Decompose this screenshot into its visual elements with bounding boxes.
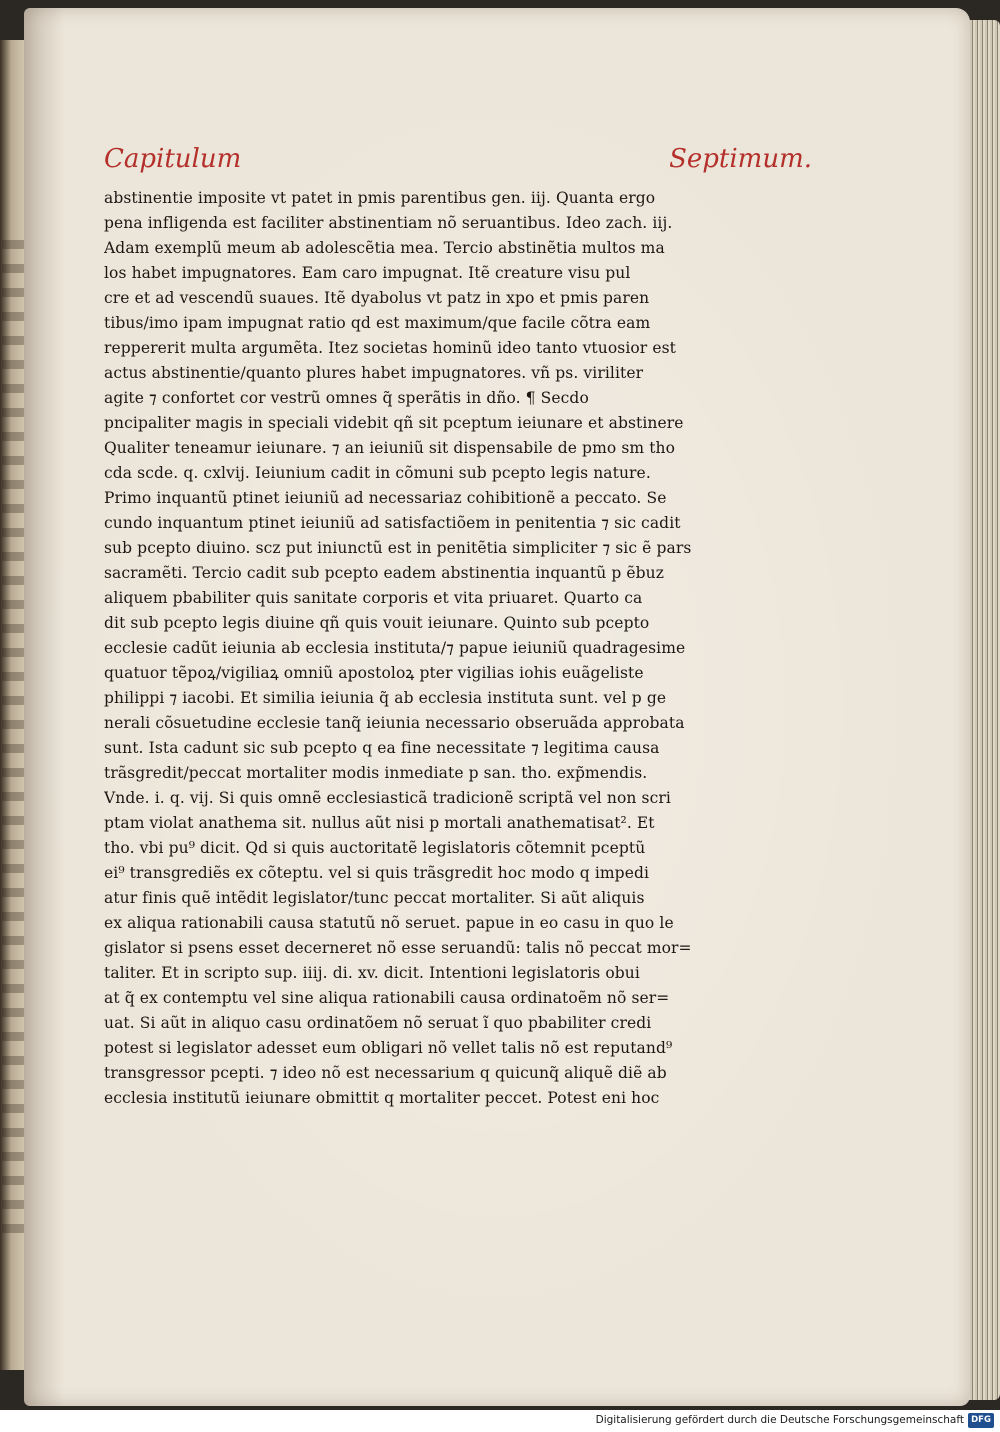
text-line: ecclesie cadũt ieiunia ab ecclesia instituta/⁊ papue ieiuniũ quadragesime [104, 639, 686, 657]
text-line: gislator si psens esset decerneret nõ esse seruandũ: talis nõ peccat mor= [104, 939, 692, 957]
text-line: agite ⁊ confortet cor vestrũ omnes q̃ sperãtis in dño. ¶ Secdo [104, 389, 589, 407]
text-line: ex aliqua rationabili causa statutũ nõ seruet. papue in eo casu in quo le [104, 914, 674, 932]
text-line: reppererit multa argumẽta. Itez societas hominũ ideo tanto vtuosior est [104, 339, 677, 357]
text-line: los habet impugnatores. Eam caro impugnat. Itẽ creature visu pul [104, 264, 631, 282]
text-line: nerali cõsuetudine ecclesie tanq̃ ieiunia necessario obseruãda approbata [104, 714, 685, 732]
text-line: quatuor tẽpoꝝ/vigiliaꝝ omniũ apostoloꝝ pter vigilias iohis euãgeliste [104, 664, 644, 682]
text-line: ptam violat anathema sit. nullus aũt nisi p mortali anathematisat². Et [104, 814, 655, 832]
text-line: cundo inquantum ptinet ieiuniũ ad satisfactiõem in penitentia ⁊ sic cadit [104, 514, 681, 532]
text-line: sacramẽti. Tercio cadit sub pcepto eadem abstinentia inquantũ p ẽbuz [104, 564, 665, 582]
head-right-text: Septimum. [669, 144, 812, 174]
text-line: actus abstinentie/quanto plures habet impugnatores. vñ ps. viriliter [104, 364, 644, 382]
text-line: cda scde. q. cxlvij. Ieiunium cadit in cõmuni sub pcepto legis nature. [104, 464, 651, 482]
text-line: cre et ad vescendũ suaues. Itẽ dyabolus vt patz in xpo et pmis paren [104, 289, 650, 307]
text-line: dit sub pcepto legis diuine qñ quis vouit ieiunare. Quinto sub pcepto [104, 614, 650, 632]
text-line: Adam exemplũ meum ab adolescẽtia mea. Tercio abstinẽtia multos ma [104, 239, 665, 257]
dfg-logo: DFG [968, 1413, 994, 1428]
running-head-left [104, 144, 241, 174]
text-line: philippi ⁊ iacobi. Et similia ieiunia q̃ ab ecclesia instituta sunt. vel p ge [104, 689, 667, 707]
text-line: ei⁹ transgrediẽs ex cõteptu. vel si quis trãsgredit hoc modo q impedi [104, 864, 650, 882]
text-block [104, 186, 784, 1111]
text-line: tibus/imo ipam impugnat ratio qd est maximum/que facile cõtra eam [104, 314, 651, 332]
text-line: aliquem pbabiliter quis sanitate corporis et vita priuaret. Quarto ca [104, 589, 643, 607]
text-line: Primo inquantũ ptinet ieiuniũ ad necessariaz cohibitionẽ a peccato. Se [104, 489, 667, 507]
text-line: tho. vbi pu⁹ dicit. Qd si quis auctoritatẽ legislatoris cõtemnit pceptũ [104, 839, 646, 857]
text-line: trãsgredit/peccat mortaliter modis inmediate p san. tho. exp̃mendis. [104, 764, 648, 782]
book-page [24, 8, 970, 1406]
text-line: taliter. Et in scripto sup. iiij. di. xv. dicit. Intentioni legislatoris obui [104, 964, 640, 982]
text-line: Qualiter teneamur ieiunare. ⁊ an ieiuniũ sit dispensabile de pmo sm tho [104, 439, 676, 457]
running-head-right [669, 144, 812, 174]
text-line: at q̃ ex contemptu vel sine aliqua rationabili causa ordinatoẽm nõ ser= [104, 989, 670, 1007]
text-line: uat. Si aũt in aliquo casu ordinatõem nõ seruat ĩ quo pbabiliter credi [104, 1014, 652, 1032]
funding-credit: Digitalisierung gefördert durch die Deutsche Forschungsgemeinschaft [595, 1414, 964, 1426]
text-line: sub pcepto diuino. scz put iniunctũ est in penitẽtia simpliciter ⁊ sic ẽ pars [104, 539, 692, 557]
text-line: transgressor pcepti. ⁊ ideo nõ est necessarium q quicunq̃ aliquẽ diẽ ab [104, 1064, 667, 1082]
text-line: sunt. Ista cadunt sic sub pcepto q ea fine necessitate ⁊ legitima causa [104, 739, 660, 757]
text-line: pncipaliter magis in speciali videbit qñ sit pceptum ieiunare et abstinere [104, 414, 684, 432]
text-line: atur finis quẽ intẽdit legislator/tunc peccat mortaliter. Si aũt aliquis [104, 889, 645, 907]
text-line: abstinentie imposite vt patet in pmis parentibus gen. iij. Quanta ergo [104, 189, 656, 207]
running-head [104, 138, 812, 178]
footer-bar [0, 1410, 1000, 1432]
left-page-text-fragment [2, 240, 26, 1240]
text-line: potest si legislator adesset eum obligari nõ vellet talis nõ est reputand⁹ [104, 1039, 673, 1057]
text-line: Vnde. i. q. vij. Si quis omnẽ ecclesiasticã tradicionẽ scriptã vel non scri [104, 789, 671, 807]
text-line: ecclesia institutũ ieiunare obmittit q mortaliter peccet. Potest eni hoc [104, 1089, 660, 1107]
head-left-text: Capitulum [104, 144, 242, 174]
text-line: pena infligenda est faciliter abstinentiam nõ seruantibus. Ideo zach. iij. [104, 214, 673, 232]
